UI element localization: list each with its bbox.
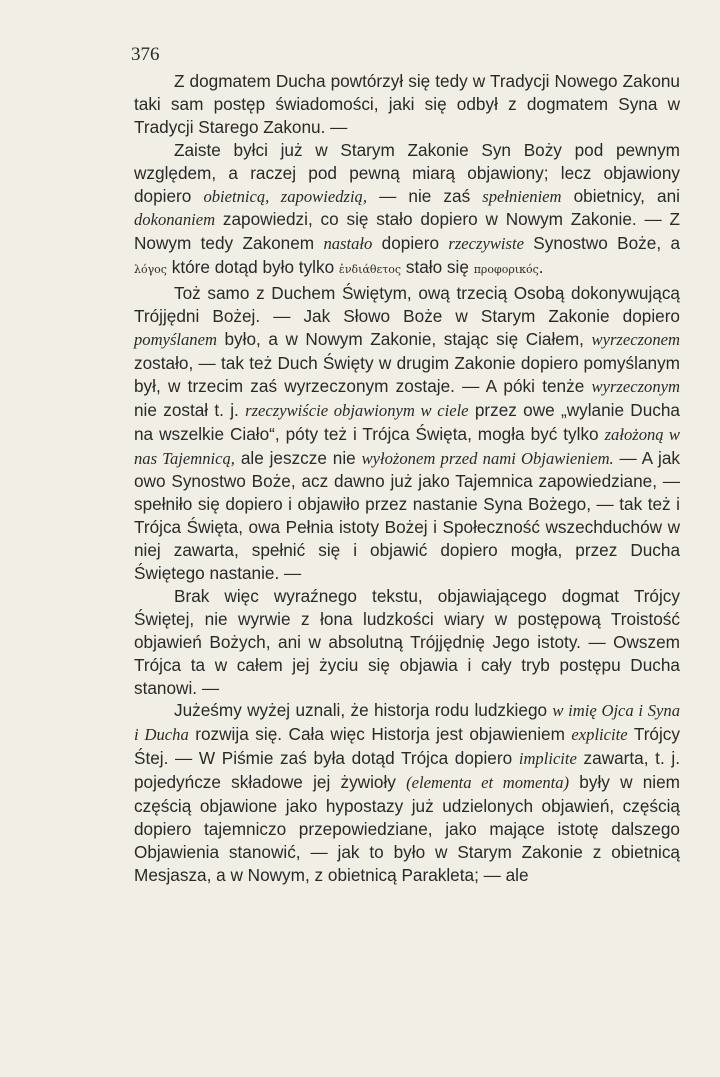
- text-run: — nie zaś: [367, 185, 483, 206]
- italic-text: rzeczywiście objawionym w ciele: [245, 400, 469, 420]
- text-run: było, a w Nowym Zakonie, stając się Ciałem,: [216, 328, 592, 349]
- text-run: .: [538, 257, 544, 278]
- italic-text: dokonaniem: [134, 210, 216, 230]
- italic-text: nastało: [323, 234, 373, 254]
- paragraph: [134, 699, 680, 886]
- text-run: dopiero: [372, 233, 449, 254]
- italic-text: (elementa et momenta): [406, 773, 570, 793]
- italic-text: implicite: [518, 749, 577, 769]
- text-run: rozwija się. Cała więc Historja jest objawieniem: [188, 724, 572, 745]
- italic-text: obietnicą, zapowiedzią,: [203, 186, 368, 206]
- greek-word: προφορικός: [473, 263, 539, 277]
- text-run: zapowiedzi, co się stało dopiero w Nowym Zakonie. — Z Nowym tedy Zakonem: [134, 209, 680, 254]
- italic-text: rzeczywiste: [448, 234, 524, 254]
- greek-word: ἐνδιάθετος: [338, 263, 402, 277]
- text-run: Brak więc wyraźnego tekstu, objawiającego dogmat Trójcy Świętej, nie wyrwie z łona ludzkości wiary w postępową Troistość objawień Bożych, ani w absolutną Trójjędnię Jego istoty. — Owszem Trójca ta w całem jej życiu się objawia i cały tryb postępu Ducha stanowi. —: [134, 585, 680, 698]
- italic-text: założoną w nas Tajemnicą,: [134, 424, 680, 468]
- text-run: Zaiste byłci już w Starym Zakonie Syn Boży pod pewnym względem, a raczej pod pewną miarą objawiony; lecz objawiony dopiero: [134, 139, 680, 206]
- text-run: ale jeszcze nie: [234, 447, 362, 468]
- paragraph: [134, 282, 680, 585]
- italic-text: explicite: [571, 725, 628, 745]
- paragraph: [134, 139, 680, 282]
- paragraph: [134, 70, 680, 139]
- text-run: — A jak owo Synostwo Boże, acz dawno już jako Tajemnica zapowiedziane, — spełniło się dopiero i objawiło przez nastanie Syna Bożego, — tak też i Trójca Święta, owa Pełnia istoty Bożej i Społeczność wszechduchów w niej zawarta, spełnić się i objawić dopiero mogła, przez Ducha Świętego nastanie. —: [134, 447, 680, 584]
- text-run: zostało, — tak też Duch Święty w drugim Zakonie dopiero pomyślanym był, w trzecim zaś wyrzeczonym zostaje. — A póki tenże: [134, 352, 680, 396]
- text-run: Trójcy Śtej. — W Piśmie zaś była dotąd Trójca dopiero: [134, 724, 680, 769]
- text-run: obietnicy, ani: [561, 185, 680, 206]
- text-run: były w niem częścią objawione jako hypostazy już udzielonych objawień, częścią dopiero tajemniczo przepowiedziane, jako mające istotę dalszego Objawienia stanowić, — jak to było w Starym Zakonie z obietnicą Mesjasza, a w Nowym, z obietnicą Parakleta; — ale: [134, 772, 680, 885]
- text-run: Jużeśmy wyżej uznali, że historja rodu ludzkiego: [174, 700, 553, 721]
- text-run: przez owe „wylanie Ducha na wszelkie Ciało“, póty też i Trójca Święta, mogła być tylko: [134, 399, 680, 444]
- greek-word: λόγος: [134, 263, 167, 277]
- italic-text: wyrzeczonem: [591, 329, 680, 349]
- italic-text: wyrzeczonym: [591, 376, 680, 396]
- text-run: Synostwo Boże, a: [523, 233, 680, 254]
- text-run: które dotąd było tylko: [166, 257, 339, 278]
- italic-text: spełnieniem: [482, 186, 562, 206]
- text-run: stało się: [401, 257, 474, 278]
- italic-text: wyłożonem przed nami Objawieniem.: [361, 448, 614, 468]
- body-text: [134, 70, 680, 887]
- paragraph: [134, 585, 680, 700]
- page-number: 376: [131, 44, 160, 65]
- text-run: Z dogmatem Ducha powtórzył się tedy w Tradycji Nowego Zakonu taki sam postęp świadomości, jaki się odbył z dogmatem Syna w Tradycji Starego Zakonu. —: [134, 71, 680, 137]
- text-run: zawarta, t. j. pojedyńcze składowe jej żywioły: [134, 748, 680, 793]
- text-run: Toż samo z Duchem Świętym, ową trzecią Osobą dokonywującą Trójjędni Bożej. — Jak Słowo Boże w Starym Zakonie dopiero: [134, 283, 680, 327]
- italic-text: pomyślanem: [134, 329, 217, 349]
- italic-text: w imię Ojca i Syna i Ducha: [134, 701, 680, 745]
- text-run: nie został t. j.: [134, 399, 246, 420]
